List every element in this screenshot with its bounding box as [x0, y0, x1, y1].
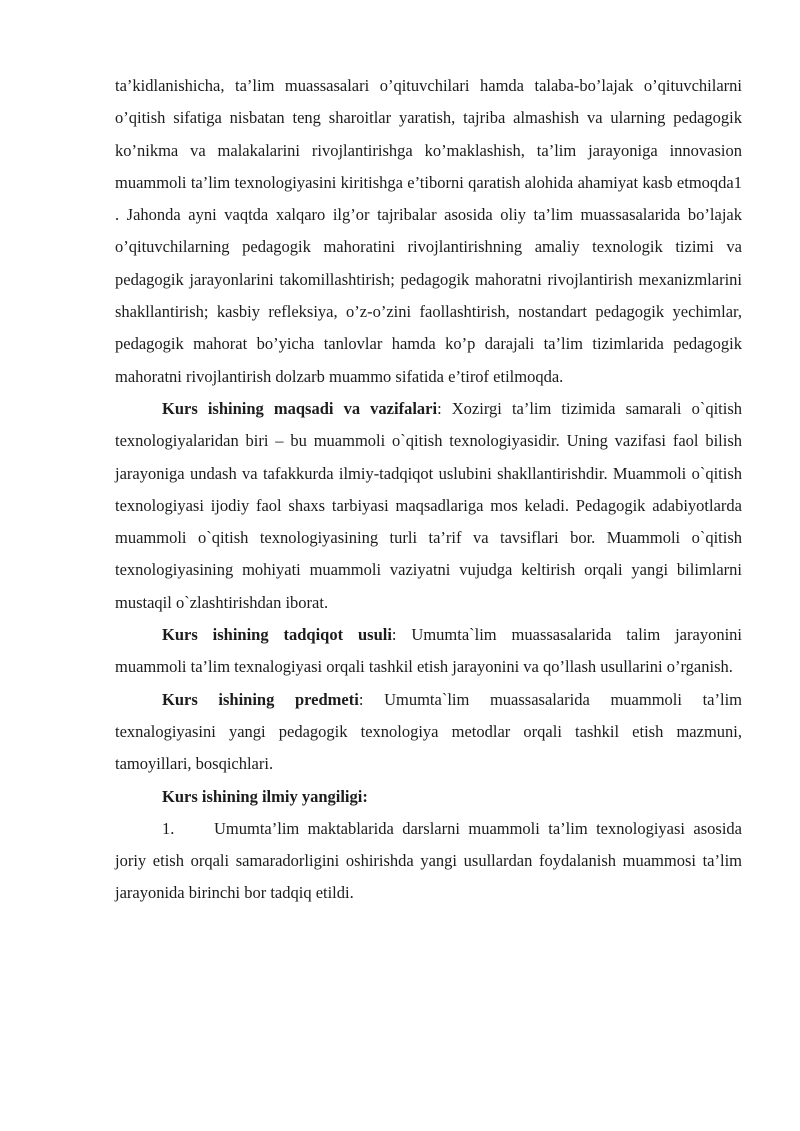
list-item-text: Umumta’lim maktablarida darslarni muammoli ta’lim texnologiyasi asosida joriy etish orqali samaradorligini oshirishda yangi usullardan foydalanish muammosi ta’lim jarayonida birinchi bor tadqiq etildi. — [115, 818, 742, 903]
document-page — [115, 70, 742, 910]
aim-paragraph — [115, 393, 742, 619]
method-text: Umumta`lim muassasalarida talim jarayonini muammoli ta’lim texnalogiyasi orqali tashkil etish jarayonini va qo’llash usullarini o’rganish. — [115, 625, 742, 677]
subject-text: Umumta`lim muassasalarida muammoli ta’lim texnalogiyasini yangi pedagogik texnologiya metodlar orqali tashkil etish mazmuni, tamoyillari, bosqichlari. — [115, 689, 743, 774]
list-item-number: 1. — [162, 818, 175, 838]
method-heading: Kurs ishining tadqiqot usuli — [162, 625, 392, 645]
novelty-heading: Kurs ishining ilmiy yangiligi: — [162, 786, 368, 806]
subject-heading: Kurs ishining predmeti — [162, 689, 359, 709]
method-separator: : — [391, 625, 412, 645]
novelty-list-item — [115, 813, 742, 910]
aim-heading: Kurs ishining maqsadi va vazifalari — [162, 398, 438, 418]
aim-separator: : — [437, 398, 452, 418]
novelty-paragraph — [115, 781, 742, 813]
aim-text: Xozirgi ta’lim tizimida samarali o`qitish texnologiyalaridan biri – bu muammoli o`qitish texnologiyasidir. Uning vazifasi faol bilish jarayoniga undash va tafakkurda ilmiy-tadqiqot uslubini shakllantirishdir. Muammoli o`qitish texnologiyasi ijodiy faol shaxs tarbiyasi maqsadlariga mos keladi. Pedagogik adabiyotlarda muammoli o`qitish texnologiyasining turli ta’rif va tavsiflari bor. Muammoli o`qitish texnologiyasining mohiyati muammoli vaziyatni vujudga keltirish orqali yangi bilimlarni mustaqil o`zlashtirishdan iborat. — [115, 398, 742, 612]
intro-paragraph: ta’kidlanishicha, ta’lim muassasalari o’qituvchilari hamda talaba-bo’lajak o’qituvchilarni o’qitish sifatiga nisbatan teng sharoitlar yaratish, tajriba almashish va ularning pedagogik ko’nikma va malakalarini rivojlantirishga ko’maklashish, ta’lim jarayoniga innovasion muammoli ta’lim texnologiyasini kiritishga e’tiborni qaratish alohida ahamiyat kasb etmoqda1 . Jahonda ayni vaqtda xalqaro ilg’or tajribalar asosida oliy ta’lim muassasalarida bo’lajak o’qituvchilarning pedagogik mahoratini rivojlantirishning amaliy texnologik tizimi va pedagogik jarayonlarini takomillashtirish; pedagogik mahoratni rivojlantirish mexanizmlarini shakllantirish; kasbiy refleksiya, o’z-o’zini faollashtirish, nostandart pedagogik yechimlar, pedagogik mahorat bo’yicha tanlovlar hamda ko’p darajali ta’lim tizimlarida pedagogik mahoratni rivojlantirish dolzarb muammo sifatida e’tirof etilmoqda. — [115, 76, 742, 386]
subject-separator: : — [358, 689, 385, 709]
subject-paragraph — [115, 684, 742, 781]
method-paragraph — [115, 619, 742, 684]
